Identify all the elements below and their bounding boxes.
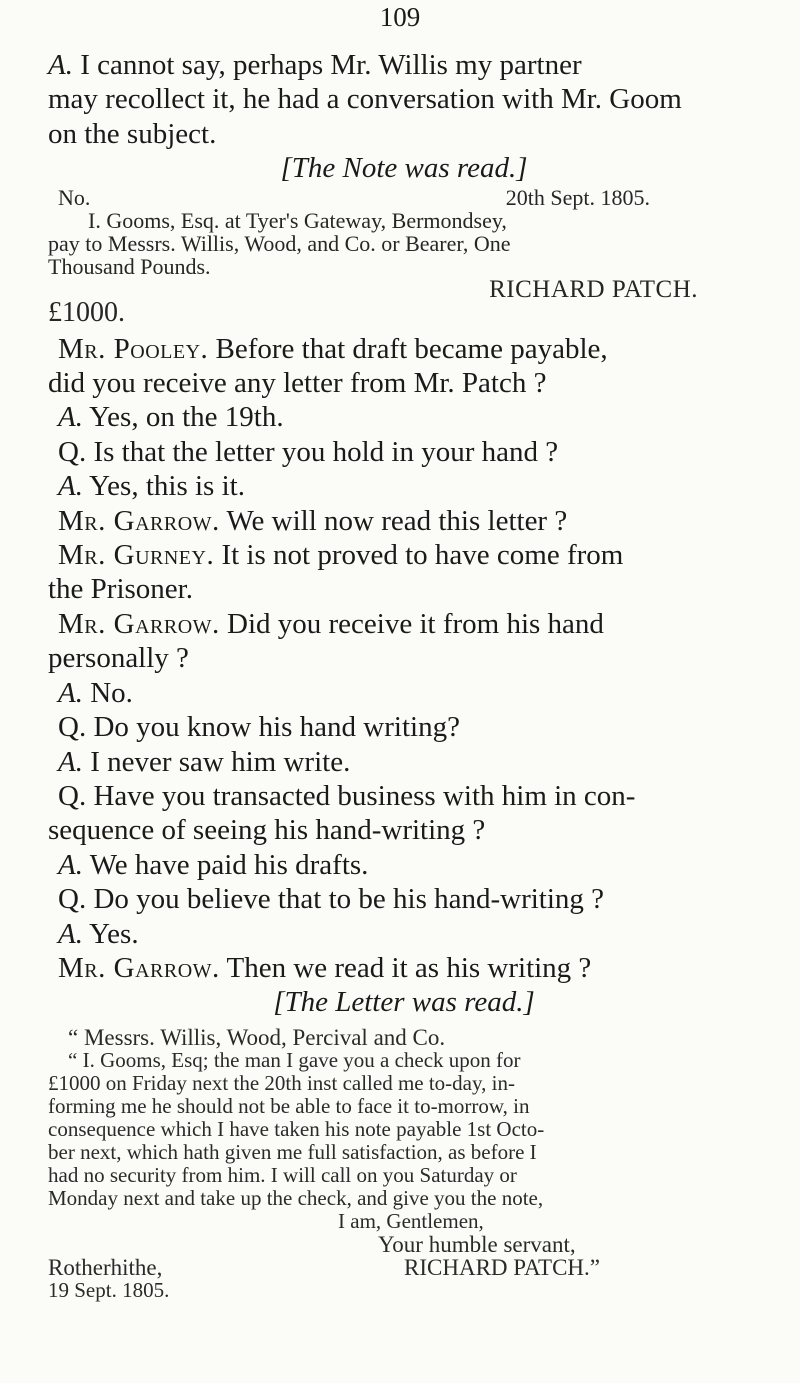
answer-marker: A. — [58, 470, 83, 503]
line-text: I cannot say, perhaps Mr. Willis my partner — [72, 49, 582, 81]
letter-line: forming me he should not be able to face it to-morrow, in — [48, 1093, 530, 1118]
line-text: Yes, on the 19th. — [82, 401, 284, 434]
letter-closing: I am, Gentlemen, — [338, 1208, 484, 1233]
stage-direction — [48, 985, 760, 1019]
text-line: Q. Is that the letter you hold in your hand ? — [58, 435, 559, 468]
answer-marker: A. — [58, 401, 83, 434]
text-line: Q. Do you believe that to be his hand-writing ? — [58, 883, 605, 916]
text-line — [48, 332, 760, 366]
direction-text: [The Letter was read.] — [273, 986, 535, 1019]
line-text: Then we read it as his writing ? — [219, 951, 592, 984]
text-line: personally ? — [48, 642, 189, 675]
line-text: Before that draft became payable, — [208, 332, 608, 365]
text-line: sequence of seeing his hand-writing ? — [48, 814, 486, 847]
letter-signature: RICHARD PATCH.” — [404, 1254, 600, 1280]
note-amount: £1000. — [48, 296, 125, 328]
text-line — [48, 607, 760, 641]
text-line — [48, 48, 760, 82]
answer-marker: A. — [58, 676, 83, 709]
text-line — [48, 745, 760, 779]
speaker: Mr. Pooley. — [58, 332, 209, 365]
letter-salutation: “ Messrs. Willis, Wood, Percival and Co. — [68, 1024, 446, 1050]
letter-text — [48, 1026, 760, 1302]
page-body — [48, 48, 760, 1302]
note-line: pay to Messrs. Willis, Wood, and Co. or Bearer, One — [48, 230, 511, 256]
promissory-note — [48, 184, 760, 328]
note-number: No. — [58, 184, 91, 210]
text-line — [48, 504, 760, 538]
letter-line: “ I. Gooms, Esq; the man I gave you a check upon for — [68, 1047, 521, 1072]
speaker: Mr. Garrow. — [58, 951, 220, 984]
line-text: No. — [82, 676, 133, 709]
text-line — [48, 538, 760, 572]
page-number: 109 — [379, 2, 421, 32]
answer-marker: A. — [48, 49, 73, 81]
note-signature: RICHARD PATCH. — [489, 275, 698, 303]
line-text: I never saw him write. — [82, 745, 351, 778]
letter-date: 19 Sept. 1805. — [48, 1277, 170, 1302]
letter-line: consequence which I have taken his note payable 1st Octo- — [48, 1116, 545, 1141]
letter-line: Monday next and take up the check, and give you the note, — [48, 1185, 544, 1210]
letter-line: had no security from him. I will call on you Saturday or — [48, 1162, 517, 1187]
letter-closing: Your humble servant, — [378, 1231, 576, 1257]
speaker: Mr. Gurney. — [58, 539, 215, 572]
line-text: Did you receive it from his hand — [219, 607, 604, 640]
note-header — [48, 186, 760, 209]
text-line — [48, 848, 760, 882]
text-line: may recollect it, he had a conversation with Mr. Goom — [48, 83, 682, 116]
line-text: We will now read this letter ? — [219, 504, 568, 537]
text-line: did you receive any letter from Mr. Patch ? — [48, 367, 547, 400]
speaker: Mr. Garrow. — [58, 504, 220, 537]
answer-marker: A. — [58, 917, 83, 950]
line-text: We have paid his drafts. — [82, 848, 369, 881]
letter-signature-row — [48, 1256, 760, 1279]
note-line: I. Gooms, Esq. at Tyer's Gateway, Bermondsey, — [88, 207, 507, 233]
speaker: Mr. Garrow. — [58, 607, 220, 640]
text-line: the Prisoner. — [48, 573, 193, 606]
stage-direction — [48, 151, 760, 185]
direction-text: [The Note was read.] — [280, 152, 528, 185]
letter-place: Rotherhithe, — [48, 1254, 163, 1280]
text-line — [48, 917, 760, 951]
text-line: Q. Have you transacted business with him in con- — [58, 779, 636, 812]
line-text: It is not proved to have come from — [214, 539, 624, 572]
text-line — [48, 676, 760, 710]
answer-marker: A. — [58, 848, 83, 881]
text-line — [48, 400, 760, 434]
text-line — [48, 951, 760, 985]
text-line: on the subject. — [48, 117, 217, 150]
letter-line: ber next, which hath given me full satisfaction, as before I — [48, 1139, 537, 1164]
line-text: Yes. — [82, 917, 139, 950]
text-line: Q. Do you know his hand writing? — [58, 711, 460, 744]
note-date: 20th Sept. 1805. — [505, 184, 650, 210]
text-line — [48, 469, 760, 503]
note-line: Thousand Pounds. — [48, 253, 211, 279]
answer-marker: A. — [58, 745, 83, 778]
line-text: Yes, this is it. — [82, 470, 245, 503]
letter-line: £1000 on Friday next the 20th inst called me to-day, in- — [48, 1070, 515, 1095]
